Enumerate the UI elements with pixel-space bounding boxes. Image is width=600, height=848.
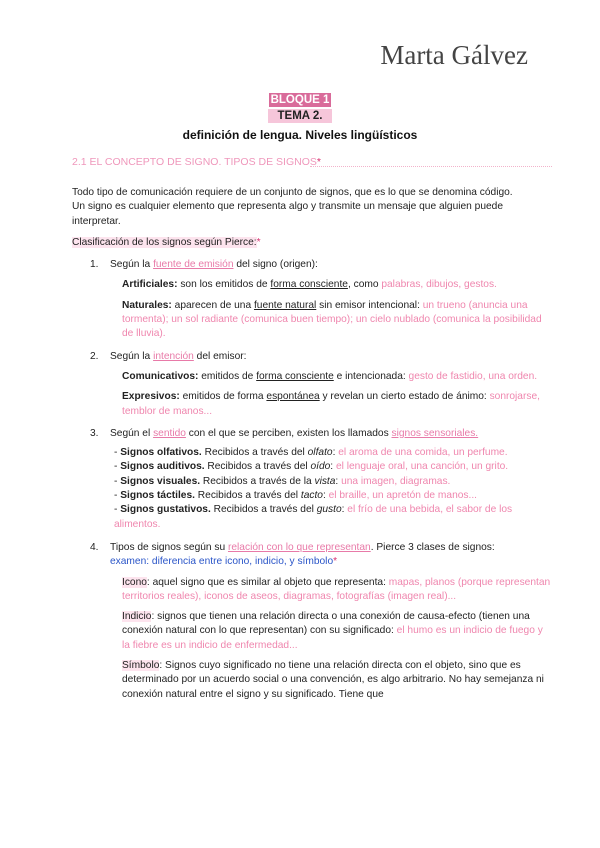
example-text: el braille, un apretón de manos... xyxy=(328,490,478,502)
underlined-text: espontánea xyxy=(266,391,320,403)
item-text: . Pierce 3 clases de signos: xyxy=(370,541,495,553)
example-text: un trueno (anuncia una tormenta); un sol radiante (comunica buen tiempo); un cielo nublado (comunica la posibilidad de lluvia). xyxy=(122,299,542,340)
author-name: Marta Gálvez xyxy=(380,40,528,70)
italic-text: tacto xyxy=(300,490,323,502)
bullet-term: Signos visuales. xyxy=(120,475,201,487)
underlined-text: fuente natural xyxy=(253,299,317,311)
section-heading xyxy=(72,156,552,168)
italic-text: olfato xyxy=(307,447,333,459)
bullet-auditivos xyxy=(72,460,552,474)
tema-label: TEMA 2. xyxy=(268,109,332,123)
section-divider xyxy=(310,166,552,167)
link-intencion[interactable]: intención xyxy=(153,350,194,362)
term-artificiales: Artificiales: xyxy=(122,279,178,291)
exam-note: examen: diferencia entre icono, indicio, y símbolo xyxy=(110,556,334,568)
example-text: mapas, planos (porque representan territorios reales), iconos de aseos, diagramas, fotografías (imagen real)... xyxy=(122,576,551,602)
example-text: gesto de fastidio, una orden. xyxy=(408,370,538,382)
example-text: el humo es un indicio de fuego y la fiebre es un indicio de enfermedad... xyxy=(122,625,543,651)
star-mark: * xyxy=(256,236,261,248)
list-item-2 xyxy=(72,350,552,364)
text: : signos que tienen una relación directa o una conexión de causa-efecto (tienen una conexión natural con lo que representan) con su significado: xyxy=(122,611,530,637)
underlined-text: forma consciente xyxy=(270,279,348,291)
text: sin emisor intencional: xyxy=(316,299,423,311)
dash: - xyxy=(114,447,121,459)
bullet-term: Signos auditivos. xyxy=(120,461,205,473)
text: Recibidos a través del xyxy=(210,504,317,516)
bullet-gustativos xyxy=(72,503,552,532)
text: e intencionada: xyxy=(333,370,409,382)
text: Recibidos a través del xyxy=(201,447,308,459)
term-naturales: Naturales: xyxy=(122,299,172,311)
example-text: el lenguaje oral, una canción, un grito. xyxy=(335,461,509,473)
item-text: Tipos de signos según su xyxy=(110,541,228,553)
link-relacion[interactable]: relación con lo que representan xyxy=(227,541,371,553)
intro-paragraph-1: Todo tipo de comunicación requiere de un conjunto de signos, que es lo que se denomina código. xyxy=(72,187,513,198)
text: Recibidos a través del xyxy=(194,490,301,502)
item-text: del emisor: xyxy=(193,350,247,362)
artificiales-paragraph xyxy=(72,278,552,292)
bullet-term: Signos táctiles. xyxy=(120,490,195,502)
sensory-bullet-list xyxy=(72,446,552,532)
link-signos-sensoriales[interactable]: signos sensoriales. xyxy=(391,427,479,439)
text: son los emitidos de xyxy=(177,279,271,291)
item-text: Según el xyxy=(110,427,154,439)
link-fuente-emision[interactable]: fuente de emisión xyxy=(153,259,234,271)
text: : xyxy=(330,461,336,473)
example-text: el frío de una bebida, el sabor de los alimentos. xyxy=(114,504,513,530)
term-icono: Icono xyxy=(122,576,147,588)
item-number: 2. xyxy=(90,350,99,362)
section-title: 2.1 EL CONCEPTO DE SIGNO. TIPOS DE SIGNOS xyxy=(72,156,317,168)
text: : Signos cuyo significado no tiene una relación directa con el objeto, sino que es determinado por un acuerdo social o una convención, es algo arbitrario. No hay semejanza ni conexión natural entre el signo y su significado. Tiene que xyxy=(122,660,544,700)
simbolo-paragraph xyxy=(72,659,552,702)
term-simbolo: Símbolo xyxy=(122,660,160,672)
term-comunicativos: Comunicativos: xyxy=(122,370,199,382)
dash: - xyxy=(114,504,121,516)
document-body xyxy=(72,186,552,702)
list-item-4 xyxy=(72,541,552,570)
bullet-visuales xyxy=(72,475,552,489)
intro-paragraph-2: Un signo es cualquier elemento que representa algo y transmite un mensaje que alguien puede interpretar. xyxy=(72,201,503,227)
term-expresivos: Expresivos: xyxy=(122,391,180,403)
dash: - xyxy=(114,475,121,487)
document-header xyxy=(0,90,600,142)
underlined-text: forma consciente xyxy=(256,370,334,382)
naturales-paragraph xyxy=(72,299,552,342)
item-text: Según la xyxy=(110,259,154,271)
icono-paragraph xyxy=(72,576,552,605)
expresivos-paragraph xyxy=(72,390,552,419)
list-item-1 xyxy=(72,258,552,272)
italic-text: gusto xyxy=(316,504,342,516)
text: Recibidos a través del xyxy=(204,461,311,473)
italic-text: oído xyxy=(310,461,331,473)
dash: - xyxy=(114,490,121,502)
example-text: el aroma de una comida, un perfume. xyxy=(338,447,508,459)
text: emitidos de forma xyxy=(179,391,267,403)
example-text: una imagen, diagramas. xyxy=(341,475,451,487)
text: emitidos de xyxy=(198,370,257,382)
text: y revelan un cierto estado de ánimo: xyxy=(319,391,490,403)
clasificacion-line xyxy=(72,236,552,250)
item-text: Según la xyxy=(110,350,154,362)
text: : xyxy=(332,447,339,459)
text: : xyxy=(322,490,329,502)
star-mark: * xyxy=(316,156,321,168)
item-number: 4. xyxy=(90,541,99,553)
list-item-3 xyxy=(72,427,552,441)
item-text: con el que se perciben, existen los llamados xyxy=(185,427,392,439)
clasificacion-text: Clasificación de los signos según Pierce: xyxy=(72,236,257,248)
term-indicio: Indicio xyxy=(122,611,152,623)
bloque-label: BLOQUE 1 xyxy=(270,94,330,106)
comunicativos-paragraph xyxy=(72,370,552,384)
text: : aquel signo que es similar al objeto que representa: xyxy=(146,576,389,588)
bullet-term: Signos gustativos. xyxy=(120,504,211,516)
text: aparecen de una xyxy=(171,299,254,311)
italic-text: vista xyxy=(314,475,336,487)
item-number: 3. xyxy=(90,427,99,439)
bullet-tactiles xyxy=(72,489,552,503)
text: Recibidos a través de la xyxy=(200,475,315,487)
text: : xyxy=(335,475,342,487)
example-text: sonrojarse, temblor de manos... xyxy=(122,391,540,417)
star-mark: * xyxy=(333,556,338,568)
item-number: 1. xyxy=(90,259,99,271)
bullet-olfativos xyxy=(72,446,552,460)
link-sentido[interactable]: sentido xyxy=(153,427,186,439)
bullet-term: Signos olfativos. xyxy=(120,447,202,459)
item-text: del signo (origen): xyxy=(233,259,318,271)
example-text: palabras, dibujos, gestos. xyxy=(381,279,497,291)
page-subtitle: definición de lengua. Niveles lingüísticos xyxy=(182,128,418,142)
text: , como xyxy=(347,279,382,291)
text: : xyxy=(341,504,348,516)
dash: - xyxy=(114,461,121,473)
indicio-paragraph xyxy=(72,610,552,653)
